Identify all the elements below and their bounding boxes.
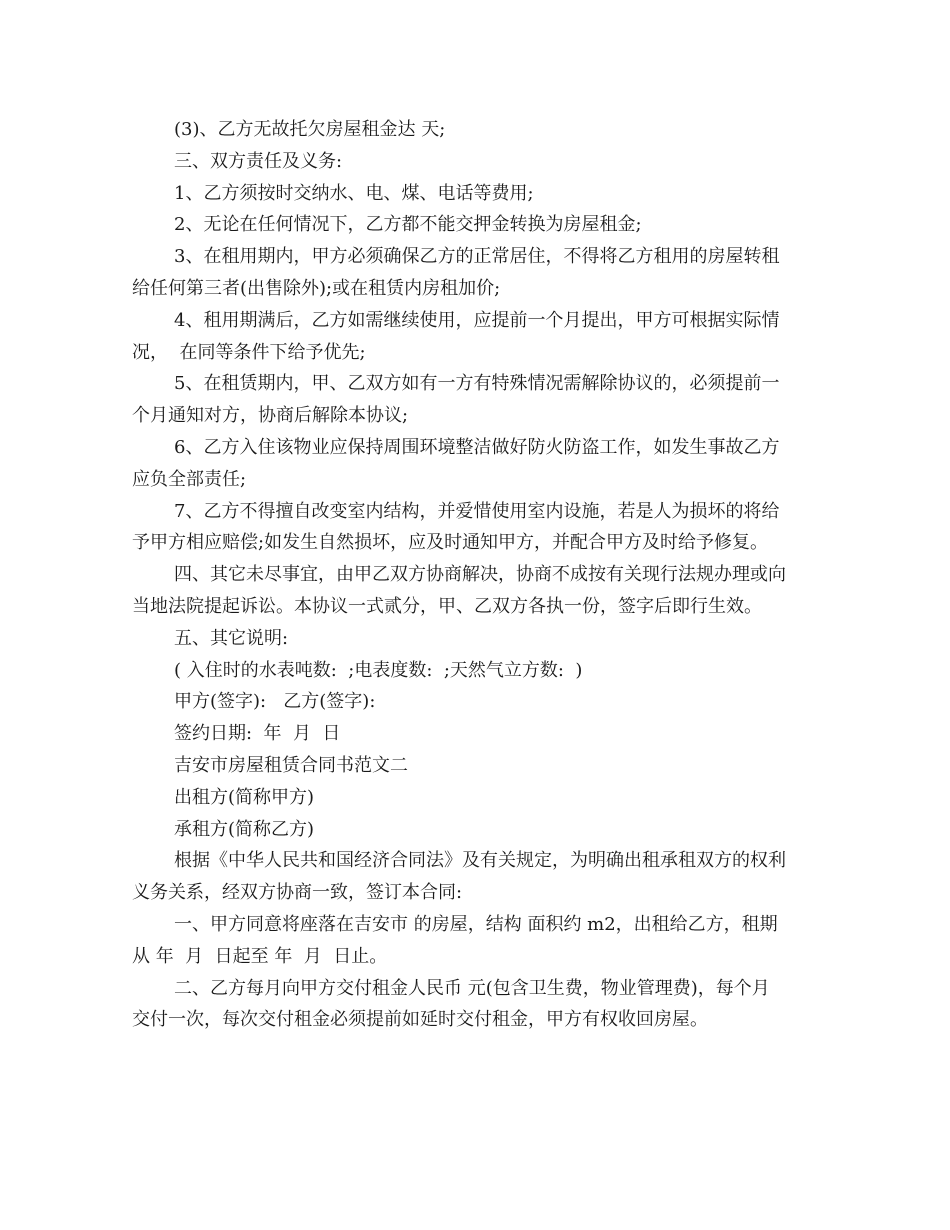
text-line: 一、甲方同意将座落在吉安市 的房屋，结构 面积约 m2，出租给乙方，租期	[174, 913, 778, 935]
text-line: 6、乙方入住该物业应保持周围环境整洁做好防火防盗工作，如发生事故乙方	[174, 436, 780, 458]
document-body	[132, 114, 822, 1036]
text-line: 三、双方责任及义务:	[174, 150, 343, 172]
text-line: 4、租用期满后，乙方如需继续使用，应提前一个月提出，甲方可根据实际情	[174, 309, 780, 331]
text-line: 况， 在同等条件下给予优先;	[132, 341, 366, 363]
text-line: 五、其它说明:	[174, 627, 289, 649]
text-line: (3)、乙方无故托欠房屋租金达 天;	[174, 119, 446, 140]
text-line: 从 年 月 日起至 年 月 日止。	[132, 945, 388, 967]
text-line: ( 入住时的水表吨数: ;电表度数: ;天然气立方数: )	[174, 659, 583, 681]
text-line: 根据《中华人民共和国经济合同法》及有关规定，为明确出租承租双方的权利	[174, 850, 786, 872]
text-line: 5、在租赁期内，甲、乙双方如有一方有特殊情况需解除协议的，必须提前一	[174, 373, 780, 395]
text-line: 2、无论在任何情况下，乙方都不能交押金转换为房屋租金;	[174, 214, 642, 236]
text-line: 甲方(签字): 乙方(签字):	[174, 691, 376, 713]
text-line: 应负全部责任;	[132, 468, 247, 490]
text-line: 予甲方相应赔偿;如发生自然损坏，应及时通知甲方，并配合甲方及时给予修复。	[132, 532, 769, 554]
text-line: 四、其它未尽事宜，由甲乙双方协商解决，协商不成按有关现行法规办理或向	[174, 564, 786, 586]
text-line: 给任何第三者(出售除外);或在租赁内房租加价;	[132, 277, 501, 299]
text-line: 签约日期: 年 月 日	[174, 723, 341, 745]
text-line: 个月通知对方，协商后解除本协议;	[132, 405, 409, 427]
text-line: 交付一次，每次交付租金必须提前如延时交付租金，甲方有权收回房屋。	[132, 1009, 708, 1031]
text-line: 承租方(简称乙方)	[174, 818, 315, 840]
text-line: 出租方(简称甲方)	[174, 786, 315, 808]
text-line: 义务关系，经双方协商一致，签订本合同:	[132, 882, 463, 904]
text-line: 7、乙方不得擅自改变室内结构，并爱惜使用室内设施，若是人为损坏的将给	[174, 500, 780, 522]
text-line: 二、乙方每月向甲方交付租金人民币 元(包含卫生费，物业管理费)，每个月	[174, 977, 770, 999]
text-line: 吉安市房屋租赁合同书范文二	[174, 754, 408, 776]
text-line: 1、乙方须按时交纳水、电、煤、电话等费用;	[174, 182, 534, 204]
text-line: 当地法院提起诉讼。本协议一式贰分，甲、乙双方各执一份，签字后即行生效。	[132, 595, 762, 617]
text-line: 3、在租用期内，甲方必须确保乙方的正常居住，不得将乙方租用的房屋转租	[174, 246, 780, 268]
